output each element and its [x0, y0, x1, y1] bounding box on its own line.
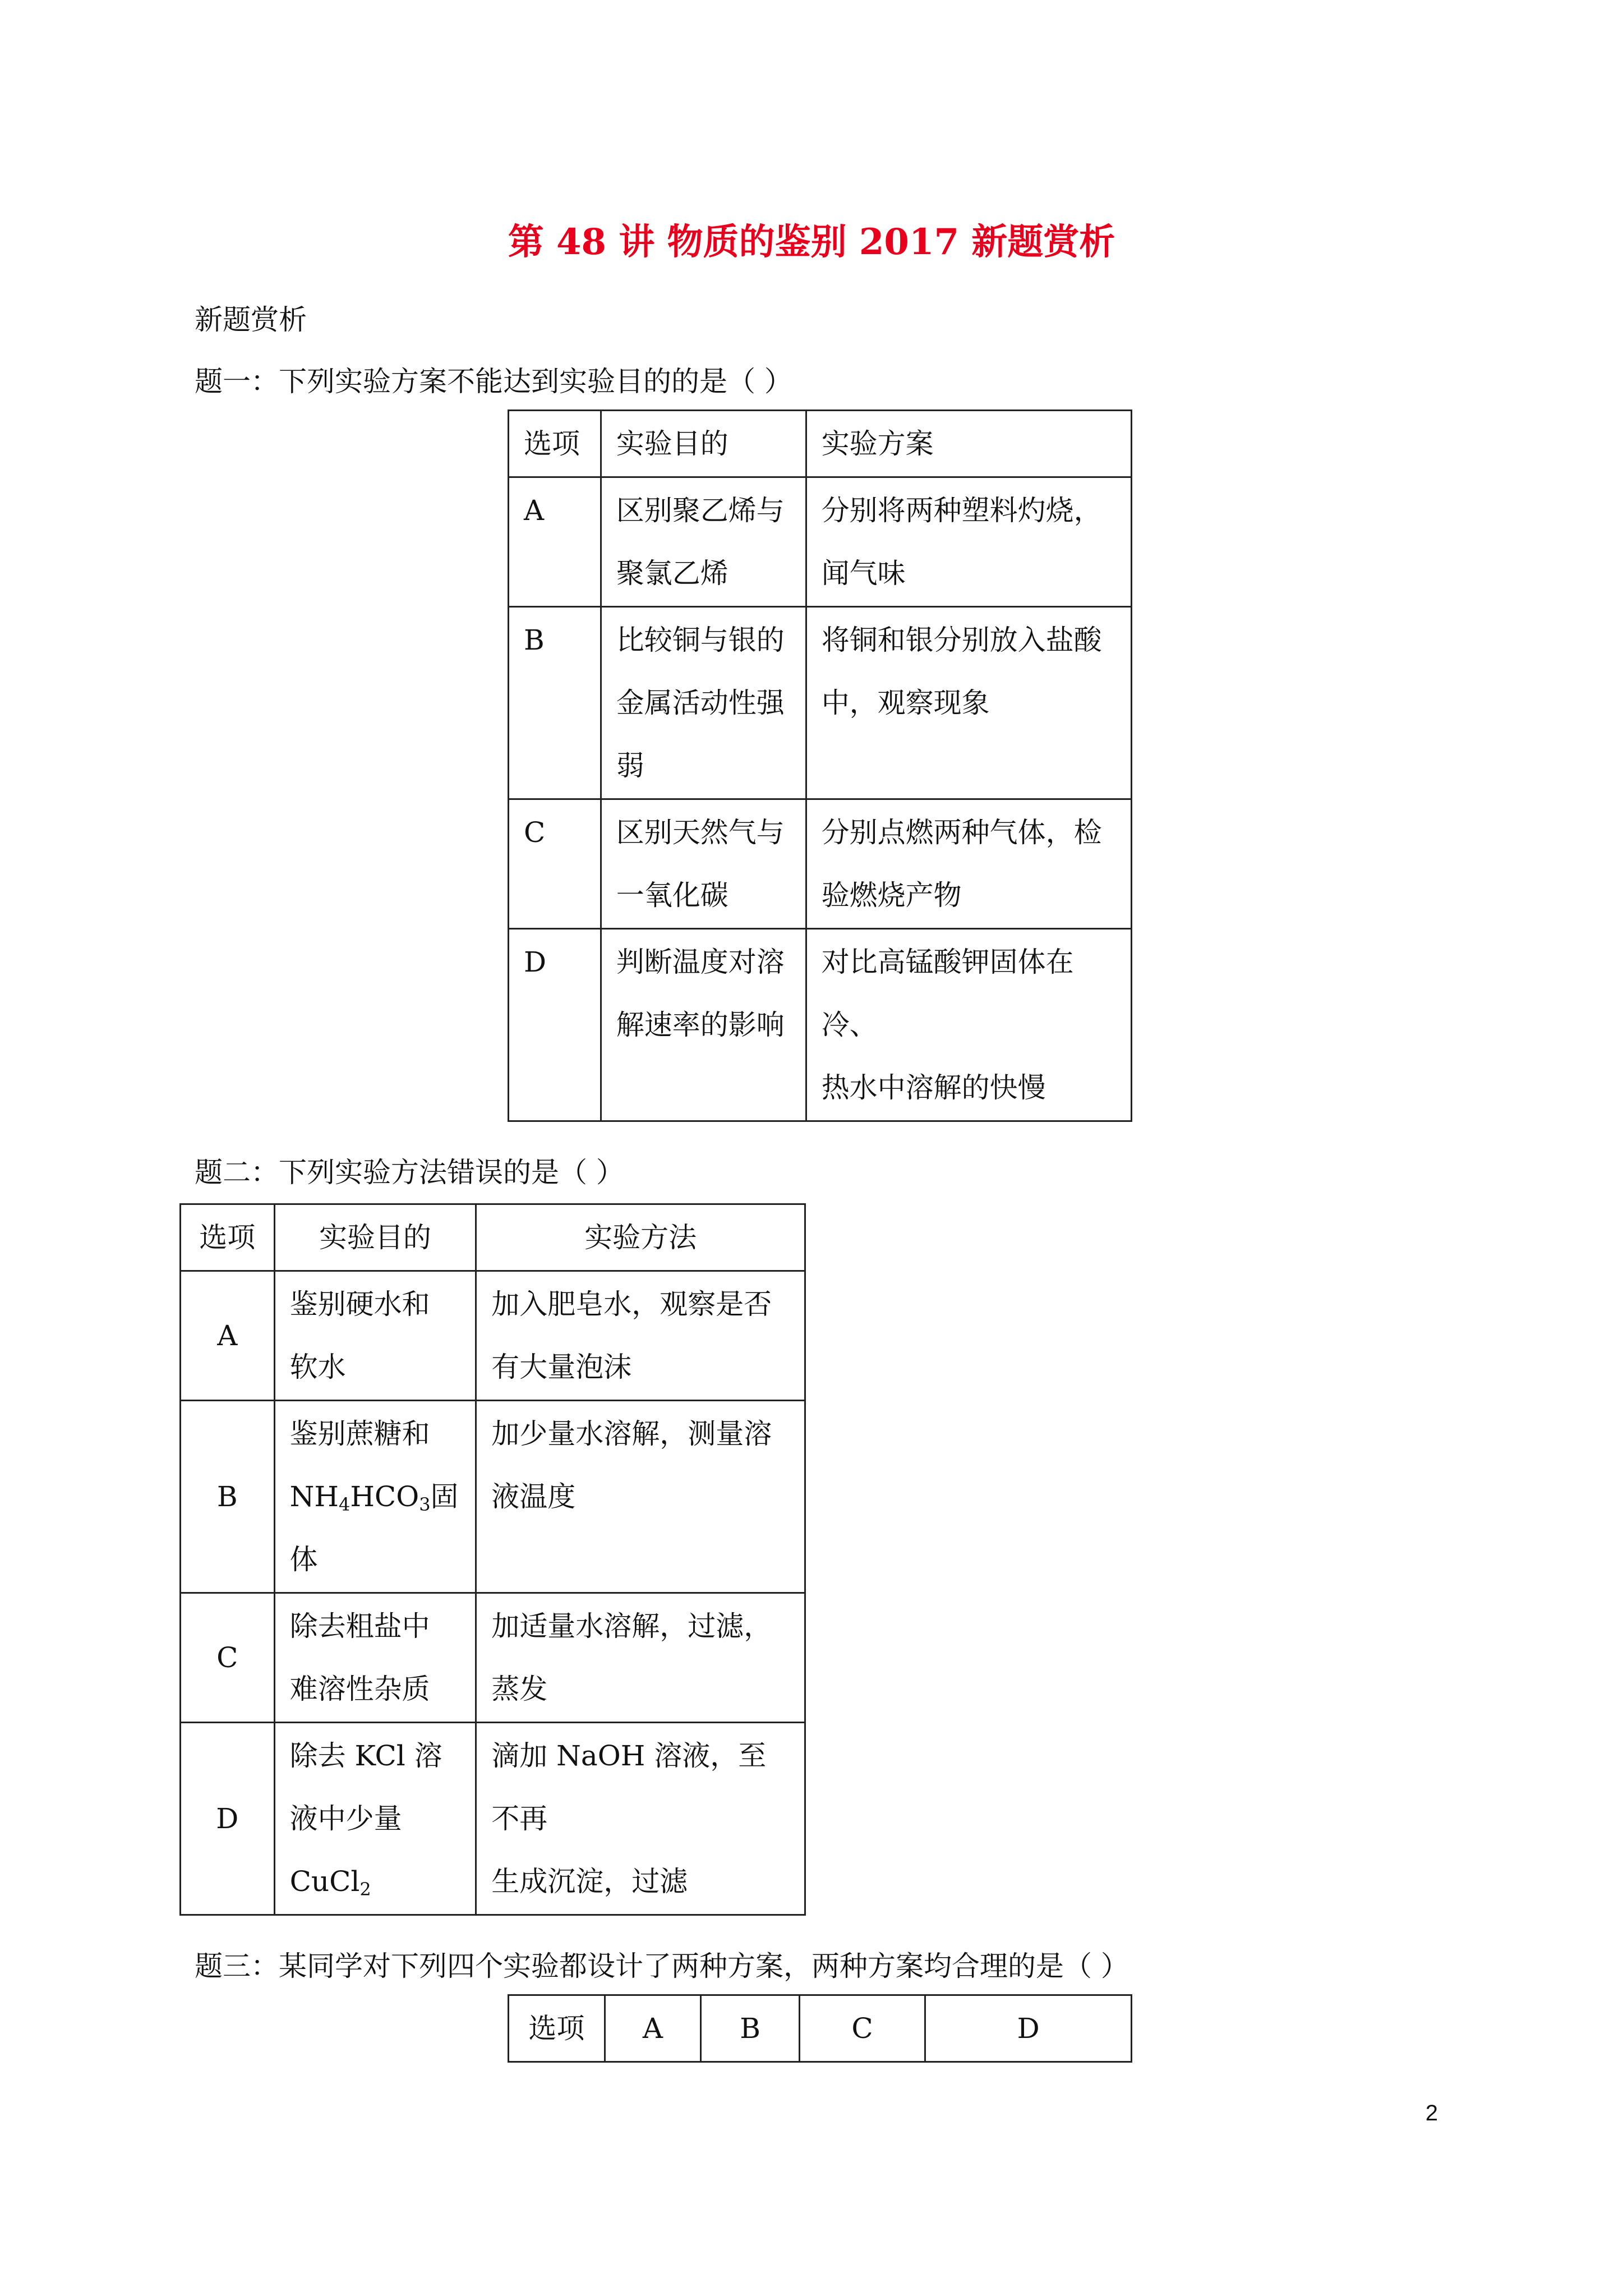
- table-row: [181, 1204, 805, 1271]
- option-cell: C: [181, 1593, 275, 1723]
- purpose-cell: 比较铜与银的 金属活动性强 弱: [601, 607, 806, 799]
- header-b: B: [701, 1995, 800, 2062]
- plan-cell: 将铜和银分别放入盐酸 中，观察现象: [806, 607, 1131, 799]
- option-cell: C: [509, 799, 601, 929]
- plan-cell: 对比高锰酸钾固体在冷、 热水中溶解的快慢: [806, 929, 1131, 1121]
- option-cell: B: [509, 607, 601, 799]
- table-row: [181, 1593, 805, 1723]
- option-cell: A: [509, 477, 601, 607]
- method-cell: 加入肥皂水，观察是否 有大量泡沫: [476, 1271, 805, 1401]
- question-1-table: [508, 409, 1132, 1122]
- purpose-cell: 鉴别蔗糖和 $NH_4HCO_3$固体: [274, 1401, 476, 1593]
- header-purpose: 实验目的: [601, 411, 806, 477]
- question-1-text: 题一：下列实验方案不能达到实验目的的是（ ）: [195, 365, 792, 398]
- header-purpose: 实验目的: [274, 1204, 476, 1271]
- purpose-cell: 除去 KCl 溶 液中少量 CuCl$_2$: [274, 1723, 476, 1915]
- header-d: D: [925, 1995, 1132, 2062]
- table-row: [181, 1271, 805, 1401]
- question-2-table: [179, 1203, 806, 1916]
- purpose-cell: 除去粗盐中 难溶性杂质: [274, 1593, 476, 1723]
- table-row: [509, 411, 1132, 477]
- page-number: 2: [1425, 2101, 1438, 2125]
- table-row: [509, 799, 1132, 929]
- table-row: [509, 477, 1132, 607]
- purpose-cell: 区别天然气与 一氧化碳: [601, 799, 806, 929]
- option-cell: D: [181, 1723, 275, 1915]
- purpose-cell: 区别聚乙烯与 聚氯乙烯: [601, 477, 806, 607]
- header-option: 选项: [509, 1995, 605, 2062]
- option-cell: D: [509, 929, 601, 1121]
- purpose-cell: 鉴别硬水和 软水: [274, 1271, 476, 1401]
- header-method: 实验方法: [476, 1204, 805, 1271]
- header-a: A: [605, 1995, 701, 2062]
- page-title: 第 48 讲 物质的鉴别 2017 新题赏析: [508, 221, 1115, 263]
- section-label: 新题赏析: [195, 303, 307, 336]
- question-2-text: 题二：下列实验方法错误的是（ ）: [195, 1156, 624, 1189]
- table-row: [509, 929, 1132, 1121]
- method-cell: 滴加 NaOH 溶液，至不再 生成沉淀，过滤: [476, 1723, 805, 1915]
- purpose-cell: 判断温度对溶 解速率的影响: [601, 929, 806, 1121]
- method-cell: 加少量水溶解，测量溶 液温度: [476, 1401, 805, 1593]
- header-plan: 实验方案: [806, 411, 1131, 477]
- header-option: 选项: [181, 1204, 275, 1271]
- header-option: 选项: [509, 411, 601, 477]
- plan-cell: 分别将两种塑料灼烧， 闻气味: [806, 477, 1131, 607]
- plan-cell: 分别点燃两种气体，检 验燃烧产物: [806, 799, 1131, 929]
- table-row: [181, 1723, 805, 1915]
- question-3-text: 题三：某同学对下列四个实验都设计了两种方案，两种方案均合理的是（ ）: [195, 1950, 1129, 1982]
- question-3-table: [508, 1994, 1132, 2063]
- method-cell: 加适量水溶解，过滤， 蒸发: [476, 1593, 805, 1723]
- header-c: C: [799, 1995, 925, 2062]
- table-row: [181, 1401, 805, 1593]
- option-cell: A: [181, 1271, 275, 1401]
- table-row: [509, 1995, 1132, 2062]
- option-cell: B: [181, 1401, 275, 1593]
- table-row: [509, 607, 1132, 799]
